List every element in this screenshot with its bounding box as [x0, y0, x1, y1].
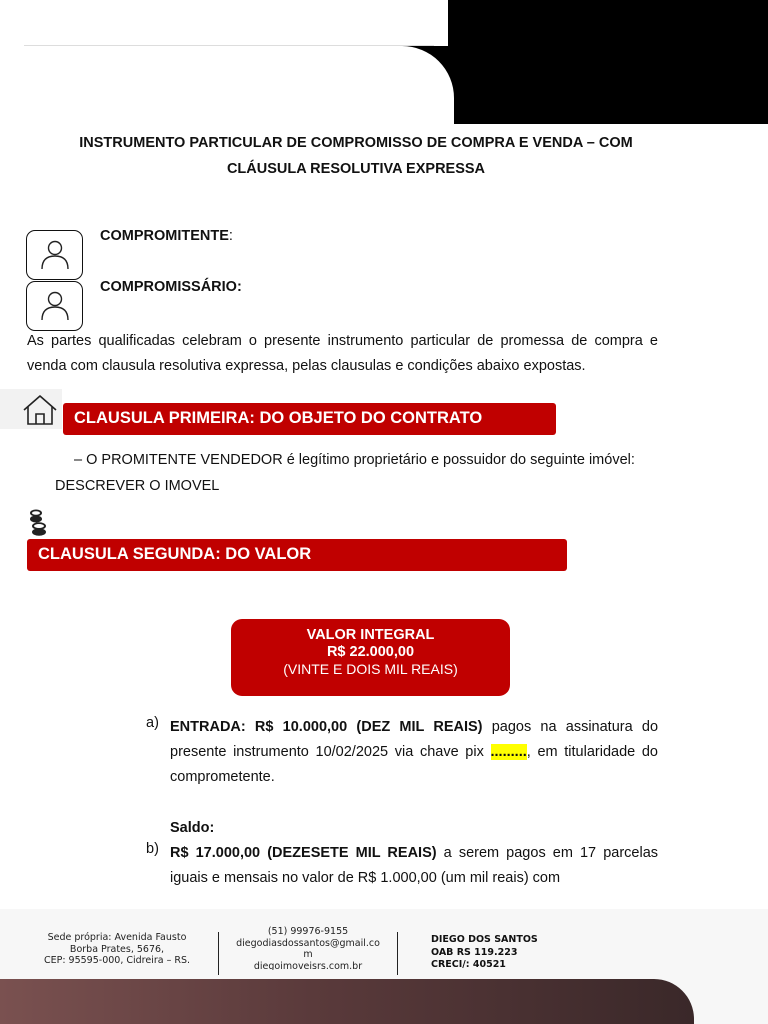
item-b-body: a serem pagos em 17 parcelas iguais e mensais no valor de R$ 1.000,00 (um mil reais) com [170, 845, 659, 886]
intro-line-1: As partes qualificadas celebram o presente instrumento particular de promessa de compra e [27, 333, 658, 349]
address-line-1: Sede própria: Avenida Fausto [47, 932, 187, 943]
header-divider [24, 45, 434, 46]
footer-address [24, 932, 210, 967]
item-a-body: pagos na assinatura do presente instrumento 10/02/2025 via chave pix [170, 719, 659, 760]
clause-1-heading: CLAUSULA PRIMEIRA: DO OBJETO DO CONTRATO [63, 403, 556, 435]
item-b-bold: R$ 17.000,00 (DEZESETE MIL REAIS) [170, 845, 437, 861]
address-line-2: Borba Prates, 5676, [69, 943, 165, 955]
item-b-text [170, 841, 658, 891]
comprometente-label: COMPROMITENTE: [100, 228, 233, 244]
title-line-2: CLÁUSULA RESOLUTIVA EXPRESSA [226, 161, 486, 177]
clause-1-line-2: DESCREVER O IMOVEL [55, 478, 220, 494]
total-value-box [231, 619, 510, 696]
compromissario-avatar [26, 281, 83, 331]
address-line-3: CEP: 95595-000, Cidreira – RS. [43, 955, 191, 966]
header-white-curve [24, 46, 454, 126]
value-label: VALOR INTEGRAL [306, 627, 435, 643]
item-a-body-end: , em titularidade do comprometente. [170, 744, 658, 785]
document-title [50, 130, 662, 182]
phone-number: (51) 99976-9155 [267, 926, 349, 937]
email-address: diegodiasdossantos@gmail.co [236, 937, 380, 949]
person-icon [40, 239, 70, 271]
compromissario-label: COMPROMISSÁRIO: [100, 279, 242, 295]
coins-icon [27, 508, 49, 536]
pix-key-placeholder: ......... [490, 744, 527, 760]
person-icon [40, 290, 70, 322]
house-icon [22, 394, 58, 426]
footer-name: DIEGO DOS SANTOS [431, 934, 538, 945]
footer-contact [224, 926, 392, 970]
footer-divider-1 [218, 932, 219, 975]
title-line-1: INSTRUMENTO PARTICULAR DE COMPROMISSO DE COMPRA E VENDA – COM [79, 135, 633, 151]
house-tab [0, 389, 62, 429]
footer-oab: OAB RS 119.223 [431, 946, 518, 958]
header-white-area [0, 0, 448, 46]
saldo-label: Saldo: [170, 820, 215, 836]
item-a-letter: a) [146, 715, 159, 731]
website: diegoimoveisrs.com.br [253, 960, 363, 970]
intro-line-2: venda com clausula resolutiva expressa, pelas clausulas e condições abaixo expostas. [27, 358, 586, 374]
email-address-end: m [303, 949, 313, 960]
value-in-words: (VINTE E DOIS MIL REAIS) [283, 661, 458, 677]
footer-signature [431, 934, 538, 972]
footer-divider-2 [397, 932, 398, 975]
clause-1-line-1: – O PROMITENTE VENDEDOR é legítimo proprietário e possuidor do seguinte imóvel: [74, 452, 635, 468]
footer-creci: CRECI/: 40521 [431, 959, 506, 970]
item-a-text [170, 715, 658, 790]
comprometente-avatar [26, 230, 83, 280]
intro-paragraph [27, 329, 658, 379]
item-b-letter: b) [146, 841, 159, 857]
item-a-bold: ENTRADA: R$ 10.000,00 (DEZ MIL REAIS) [170, 719, 483, 735]
value-amount: R$ 22.000,00 [326, 644, 415, 660]
clause-2-heading: CLAUSULA SEGUNDA: DO VALOR [27, 539, 567, 571]
footer-decorative-band [0, 979, 694, 1024]
